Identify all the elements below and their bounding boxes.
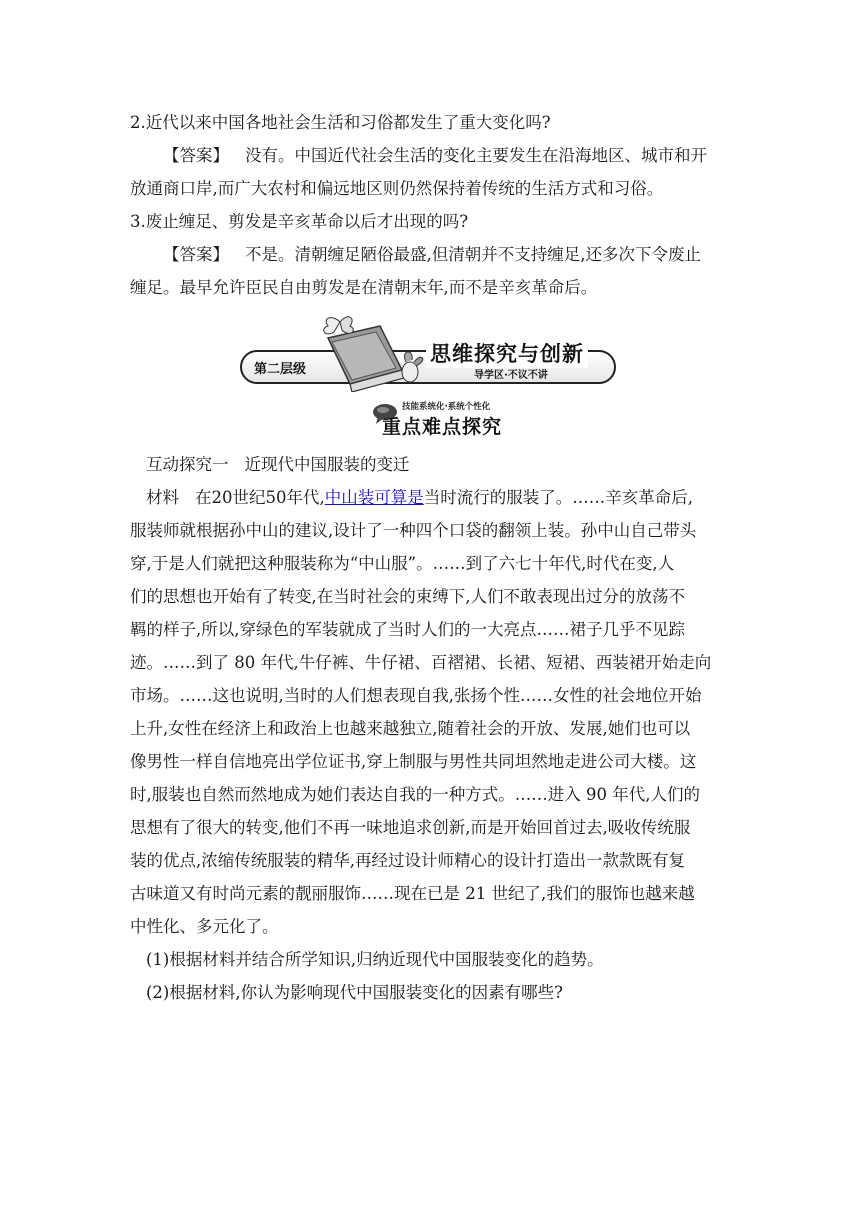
material-line: 羁的样子,所以,穿绿色的军装就成了当时人们的一大亮点……裙子几乎不见踪 — [130, 620, 685, 639]
answer-2-text-1: 没有。中国近代社会生活的变化主要发生在沿海地区、城市和开 — [245, 146, 707, 165]
material-first-line — [130, 481, 730, 514]
answer-3-text-1: 不是。清朝缠足陋俗最盛,但清朝并不支持缠足,还多次下令废止 — [245, 245, 701, 264]
material-line: 市场。……这也说明,当时的人们想表现自我,张扬个性……女性的社会地位开始 — [130, 686, 702, 705]
material-line: 思想有了很大的转变,他们不再一味地追求创新,而是开始回首过去,吸收传统服 — [130, 818, 691, 837]
qa-section — [130, 106, 730, 304]
banner-title: 思维探究与创新 — [426, 338, 588, 368]
answer-3-line-1 — [130, 238, 730, 271]
material-line: 上升,女性在经济上和政治上也越来越独立,随着社会的开放、发展,她们也可以 — [130, 719, 691, 738]
material-post: 当时流行的服装了。……辛亥革命后, — [423, 488, 693, 507]
material-line: 装的优点,浓缩传统服装的精华,再经过设计师精心的设计打造出一款款既有复 — [130, 851, 685, 870]
material-pre: 在20世纪50年代, — [195, 488, 325, 507]
inquiry-heading-title: 近现代中国服装的变迁 — [244, 455, 410, 474]
material-body — [130, 514, 730, 943]
answer-tag: 【答案】 — [163, 245, 229, 264]
material-line: 中性化、多元化了。 — [130, 917, 279, 936]
sub-banner-small: 技能系统化·系统个性化 — [402, 402, 491, 412]
question-2: 2.近代以来中国各地社会生活和习俗都发生了重大变化吗? — [130, 113, 551, 132]
material-label: 材料 — [146, 488, 179, 507]
inquiry-section — [130, 448, 730, 1009]
sub-banner — [372, 398, 522, 442]
inquiry-heading — [130, 448, 730, 481]
sub-banner-title: 重点难点探究 — [382, 416, 503, 438]
material-line: 穿,于是人们就把这种服装称为“中山服”。……到了六七十年代,时代在变,人 — [130, 554, 675, 573]
banner-level: 第二层级 — [254, 362, 307, 377]
answer-2-line-2: 放通商口岸,而广大农村和偏远地区则仍然保持着传统的生活方式和习俗。 — [130, 179, 664, 198]
material-line: 们的思想也开始有了转变,在当时社会的束缚下,人们不敢表现出过分的放荡不 — [130, 587, 685, 606]
answer-tag: 【答案】 — [163, 146, 229, 165]
banner-subtitle: 导学区·不议不讲 — [474, 370, 548, 381]
inquiry-heading-label: 互动探究一 — [146, 455, 229, 474]
material-line: 像男性一样自信地亮出学位证书,穿上制服与男性共同坦然地走进公司大楼。这 — [130, 752, 697, 771]
material-line: 迹。……到了 80 年代,牛仔裤、牛仔裙、百褶裙、长裙、短裙、西装裙开始走向 — [130, 653, 712, 672]
answer-3-line-2: 缠足。最早允许臣民自由剪发是在清朝末年,而不是辛亥革命后。 — [130, 278, 598, 297]
section-banner — [240, 312, 620, 392]
material-link[interactable]: 中山装可算是 — [324, 488, 424, 507]
material-line: 时,服装也自然而然地成为她们表达自我的一种方式。……进入 90 年代,人们的 — [130, 785, 700, 804]
book-butterfly-icon — [310, 312, 430, 392]
material-line: 古味道又有时尚元素的靓丽服饰……现在已是 21 世纪了,我们的服饰也越来越 — [130, 884, 695, 903]
inquiry-question-1: (1)根据材料并结合所学知识,归纳近现代中国服装变化的趋势。 — [146, 950, 604, 969]
answer-2-line-1 — [130, 139, 730, 172]
inquiry-question-2: (2)根据材料,你认为影响现代中国服装变化的因素有哪些? — [146, 983, 563, 1002]
material-line: 服装师就根据孙中山的建议,设计了一种四个口袋的翻领上装。孙中山自己带头 — [130, 521, 697, 540]
question-3: 3.废止缠足、剪发是辛亥革命以后才出现的吗? — [130, 212, 469, 231]
